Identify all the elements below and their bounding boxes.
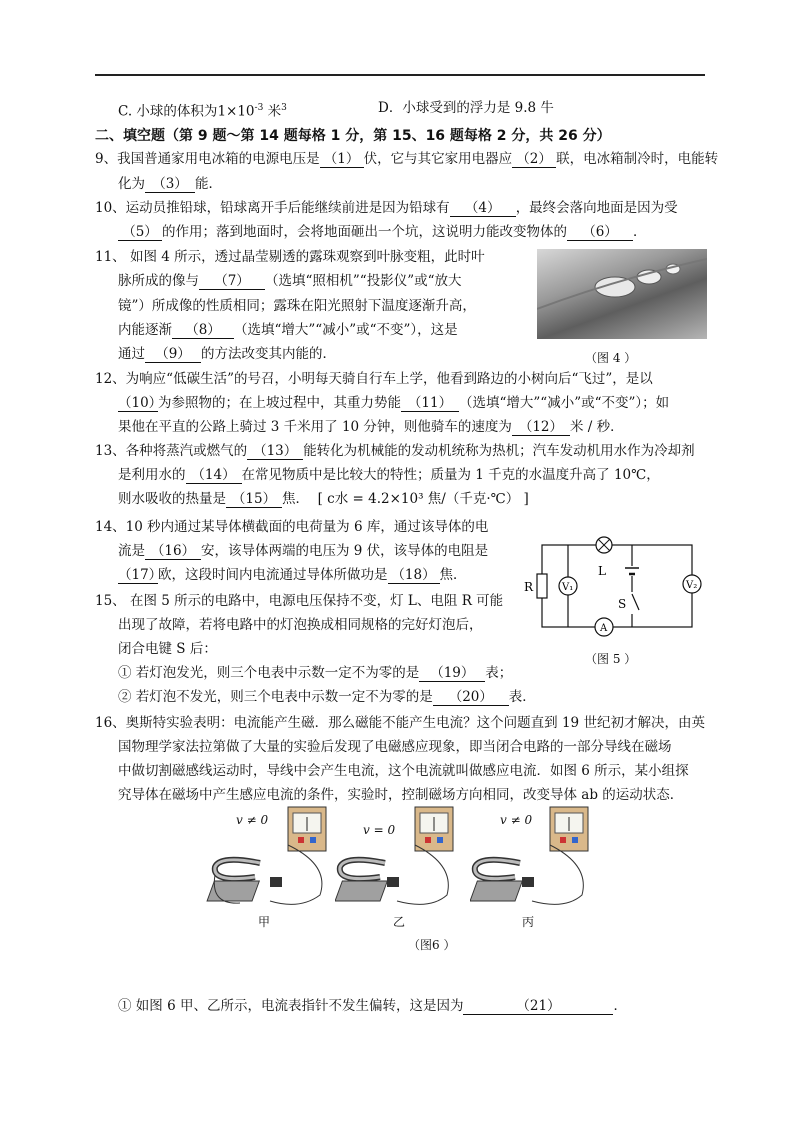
blank-13: （13） <box>247 443 303 460</box>
blank-12: （12） <box>512 419 570 436</box>
figure-4-caption: （图 4 ） <box>585 351 637 365</box>
blank-19: （19） <box>419 665 485 682</box>
voltmeter-1-label: V₁ <box>562 582 574 593</box>
question-16-line-4: 究导体在磁场中产生感应电流的条件，实验时，控制磁场方向相同，改变导体 ab 的运动状态． <box>118 787 684 803</box>
blank-7: （7） <box>199 273 265 290</box>
question-11-line-4: 内能逐渐 （8） （选填“增大”“减小”或“不变”），这是 <box>118 322 458 338</box>
blank-10: （10） <box>118 395 163 411</box>
question-14-line-3: （17）欧，这段时间内电流通过导体所做功是 （18） 焦． <box>118 567 467 583</box>
figure-6 <box>200 805 600 935</box>
question-11-line-3: 镜”）所成像的性质相同；露珠在阳光照射下温度逐渐升高， <box>118 298 476 314</box>
blank-9: （9） <box>145 346 201 363</box>
question-13-line-1: 13、各种将蒸汽或燃气的 （13） 能转化为机械能的发动机统称为热机；汽车发动机用水作为冷却剂 <box>95 443 695 459</box>
blank-11: （11） <box>401 395 459 412</box>
question-11-line-2: 脉所成的像与 （7） （选填“照相机”“投影仪”或“放大 <box>118 273 462 289</box>
question-16-sub-1: ① 如图 6 甲、乙所示，电流表指针不发生偏转，这是因为 （21） ． <box>118 998 627 1014</box>
question-14-line-1: 14、10 秒内通过某导体横截面的电荷量为 6 库，通过该导体的电 <box>95 519 489 535</box>
blank-20: （20） <box>433 689 509 706</box>
blank-6: （6） <box>567 224 633 241</box>
resistor-label: R <box>524 580 534 594</box>
header-rule <box>95 74 705 76</box>
figure-6-caption: （图6 ） <box>408 938 456 952</box>
blank-4: （4） <box>450 200 516 217</box>
question-13-line-2: 是利用水的 （14） 在常见物质中是比较大的特性；质量为 1 千克的水温度升高了 10℃， <box>118 467 660 483</box>
question-12-line-1: 12、为响应“低碳生活”的号召，小明每天骑自行车上学，他看到路边的小树向后“飞过”，是以 <box>95 371 653 387</box>
dew-drop-leaf-photo <box>537 249 707 339</box>
section-title: 二、填空题（第 9 题～第 14 题每格 1 分，第 15、16 题每格 2 分，共 26 分） <box>95 128 611 144</box>
question-16-line-2: 国物理学家法拉第做了大量的实验后发现了电磁感应现象，即当闭合电路的一部分导线在磁场 <box>118 739 672 755</box>
question-11-line-5: 通过 （9） 的方法改变其内能的． <box>118 346 336 362</box>
induction-setup-icon <box>200 805 330 910</box>
ammeter-label: A <box>600 623 608 634</box>
question-12-line-3: 果他在平直的公路上骑过 3 千米用了 10 分钟，则他骑车的速度为 （12） 米 / 秒． <box>118 419 624 435</box>
panel-yi <box>335 805 465 935</box>
question-9-line-2: 化为 （3） 能． <box>118 176 222 192</box>
question-12-line-2: （10）为参照物的；在上坡过程中，其重力势能 （11） （选填“增大”“减小”或“不变”）；如 <box>118 395 670 411</box>
blank-17: （17） <box>118 567 163 583</box>
velocity-label: v = 0 <box>363 823 396 837</box>
velocity-label: v ≠ 0 <box>500 813 533 827</box>
lamp-label: L <box>598 564 606 578</box>
question-9-line-1: 9、我国普通家用电冰箱的电源电压是 （1） 伏，它与其它家用电器应 （2） 联，电冰箱制冷时，电能转 <box>95 151 719 167</box>
option-d: D．小球受到的浮力是 9.8 牛 <box>378 100 554 116</box>
dew-drops-icon <box>537 249 707 339</box>
option-c: C. 小球的体积为$1\times 10^{-3}$ 米$^3$ <box>118 103 287 120</box>
question-16-line-1: 16、奥斯特实验表明：电流能产生磁．那么磁能不能产生电流？这个问题直到 19 世纪初才解决，由英 <box>95 715 705 731</box>
blank-16: （16） <box>145 543 201 560</box>
blank-1: （1） <box>320 151 364 168</box>
blank-5: （5） <box>118 224 162 241</box>
blank-8: （8） <box>172 322 234 339</box>
panel-bing <box>470 805 600 935</box>
figure-5-caption: （图 5 ） <box>585 652 637 666</box>
question-10-line-1: 10、运动员推铅球，铅球离开手后能继续前进是因为铅球有 （4） ，最终会落向地面是因为受 <box>95 200 678 216</box>
question-15-line-5: ② 若灯泡不发光，则三个电表中示数一定不为零的是 （20） 表． <box>118 689 536 705</box>
question-16-line-3: 中做切割磁感线运动时，导线中会产生电流，这个电流就叫做感应电流．如图 6 所示，某小组探 <box>118 763 689 779</box>
blank-21: （21） <box>463 998 613 1015</box>
blank-14: （14） <box>186 467 242 484</box>
panel-label: 甲 <box>258 915 271 929</box>
question-13-line-3: 则水吸收的热量是 （15） 焦． [ c水 = 4.2×10³ 焦/（千克·℃） ] <box>118 491 529 507</box>
question-15-line-4: ① 若灯泡发光，则三个电表中示数一定不为零的是 （19） 表； <box>118 665 513 681</box>
blank-2: （2） <box>512 151 556 168</box>
blank-15: （15） <box>226 491 282 508</box>
panel-jia <box>200 805 330 935</box>
panel-label: 乙 <box>393 915 406 929</box>
voltmeter-2-label: V₂ <box>686 580 698 591</box>
question-15-line-1: 15、 在图 5 所示的电路中，电源电压保持不变，灯 L、电阻 R 可能 <box>95 593 504 609</box>
figure-5-circuit <box>520 530 710 645</box>
induction-setup-icon <box>335 805 465 910</box>
blank-3: （3） <box>145 176 195 193</box>
question-15-line-3: 闭合电键 S 后： <box>118 641 217 657</box>
question-14-line-2: 流是 （16） 安，该导体两端的电压为 9 伏，该导体的电阻是 <box>118 543 489 559</box>
specific-heat-formula: [ c水 = 4.2×10³ 焦/（千克·℃） ] <box>317 491 529 507</box>
question-11-line-1: 11、 如图 4 所示，透过晶莹剔透的露珠观察到叶脉变粗，此时叶 <box>95 249 485 265</box>
question-15-line-2: 出现了故障，若将电路中的灯泡换成相同规格的完好灯泡后， <box>118 617 483 633</box>
switch-label: S <box>618 597 627 611</box>
question-10-line-2: （5） 的作用；落到地面时，会将地面砸出一个坑，这说明力能改变物体的 （6） ． <box>118 222 647 242</box>
blank-18: （18） <box>388 567 440 584</box>
induction-setup-icon <box>470 805 600 910</box>
velocity-label: v ≠ 0 <box>236 813 269 827</box>
panel-label: 丙 <box>522 915 535 929</box>
resistor-icon <box>537 574 547 598</box>
